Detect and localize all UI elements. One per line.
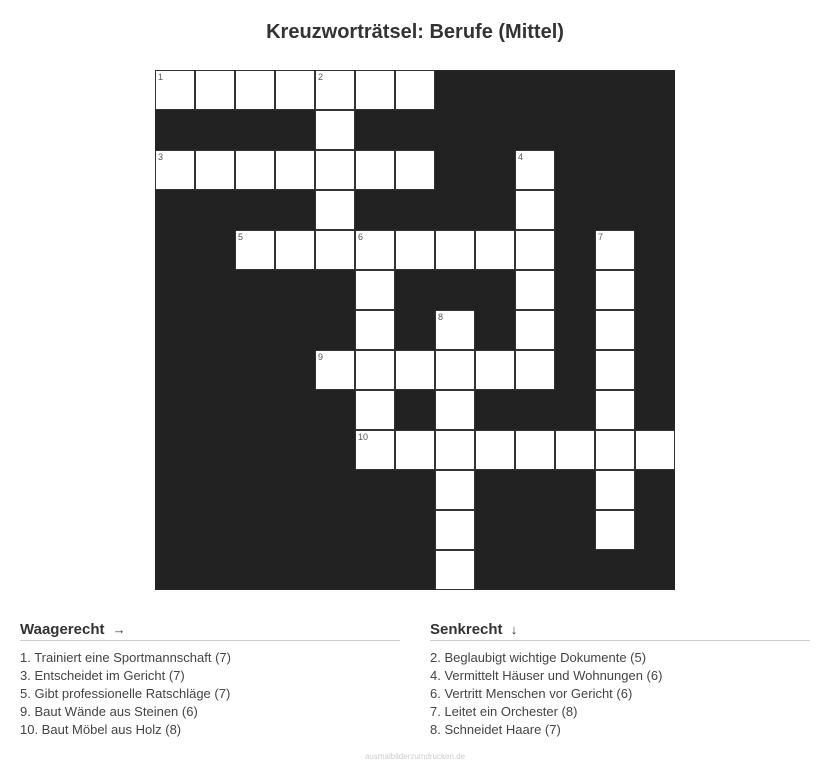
clue-down-4: 4. Vermittelt Häuser und Wohnungen (6) [430,668,663,683]
cell-number: 6 [358,232,364,242]
grid-cell[interactable] [315,110,355,150]
across-heading-label: Waagerecht [20,621,105,638]
right-arrow-icon: → [112,622,126,637]
grid-cell[interactable] [595,230,635,270]
grid-cell[interactable] [555,430,595,470]
grid-cell[interactable] [315,150,355,190]
grid-cell[interactable] [435,510,475,550]
grid-cell[interactable] [475,230,515,270]
cell-number: 10 [358,432,369,442]
grid-cell[interactable] [435,470,475,510]
clue-across-5: 5. Gibt professionelle Ratschläge (7) [20,686,231,701]
grid-cell[interactable] [515,190,555,230]
grid-cell[interactable] [275,230,315,270]
cell-number: 8 [438,312,444,322]
grid-cell[interactable] [515,270,555,310]
grid-cell[interactable] [515,350,555,390]
grid-cell[interactable] [235,70,275,110]
clue-down-8: 8. Schneidet Haare (7) [430,722,561,737]
grid-cell[interactable] [475,430,515,470]
grid-cell[interactable] [395,150,435,190]
down-clues-section [430,621,810,739]
grid-cell[interactable] [155,150,195,190]
grid-cell[interactable] [275,150,315,190]
grid-cell[interactable] [315,70,355,110]
grid-cell[interactable] [515,430,555,470]
grid-cell[interactable] [355,270,395,310]
grid-cell[interactable] [315,230,355,270]
grid-cell[interactable] [315,350,355,390]
clue-across-3: 3. Entscheidet im Gericht (7) [20,668,185,683]
grid-cell[interactable] [515,150,555,190]
grid-cell[interactable] [355,150,395,190]
grid-cell[interactable] [595,470,635,510]
grid-cell[interactable] [355,70,395,110]
grid-cell[interactable] [195,150,235,190]
grid-cell[interactable] [435,230,475,270]
clue-down-2: 2. Beglaubigt wichtige Dokumente (5) [430,650,647,665]
grid-cell[interactable] [235,230,275,270]
down-arrow-icon: ↓ [510,622,518,637]
footer-credit: ausmalbilderzumdrucken.de [364,752,466,761]
grid-cell[interactable] [595,350,635,390]
grid-cell[interactable] [435,390,475,430]
puzzle-title: Kreuzworträtsel: Berufe (Mittel) [266,21,564,43]
grid-cell[interactable] [355,230,395,270]
grid-cell[interactable] [435,350,475,390]
clue-across-9: 9. Baut Wände aus Steinen (6) [20,704,198,719]
clue-across-10: 10. Baut Möbel aus Holz (8) [20,722,182,737]
clue-across-1: 1. Trainiert eine Sportmannschaft (7) [20,650,231,665]
crossword-grid [155,70,675,590]
grid-cell[interactable] [435,430,475,470]
grid-cell[interactable] [155,70,195,110]
grid-cell[interactable] [355,310,395,350]
grid-cell[interactable] [355,350,395,390]
grid-cell[interactable] [355,430,395,470]
down-heading-label: Senkrecht [430,621,503,638]
grid-cell[interactable] [395,230,435,270]
grid-cell[interactable] [635,430,675,470]
grid-cell[interactable] [595,390,635,430]
grid-cell[interactable] [195,70,235,110]
cell-number: 2 [318,72,324,82]
grid-cell[interactable] [435,550,475,590]
grid-cell[interactable] [275,70,315,110]
grid-cell[interactable] [595,510,635,550]
down-clue-list [430,649,810,739]
grid-cell[interactable] [395,70,435,110]
cell-number: 1 [158,72,164,82]
clue-down-7: 7. Leitet ein Orchester (8) [430,704,578,719]
cell-number: 3 [158,152,164,162]
grid-cell[interactable] [515,230,555,270]
grid-cell[interactable] [395,430,435,470]
cell-number: 7 [598,232,604,242]
grid-cell[interactable] [315,190,355,230]
grid-cell[interactable] [595,270,635,310]
cell-number: 5 [238,232,244,242]
down-heading [430,621,810,641]
cell-number: 9 [318,352,324,362]
across-clue-list [20,649,400,739]
grid-cell[interactable] [595,430,635,470]
grid-cell[interactable] [395,350,435,390]
grid-cell[interactable] [355,390,395,430]
cell-number: 4 [518,152,524,162]
clue-down-6: 6. Vertritt Menschen vor Gericht (6) [430,686,633,701]
across-heading [20,621,400,641]
grid-cell[interactable] [595,310,635,350]
grid-cell[interactable] [515,310,555,350]
grid-cell[interactable] [475,350,515,390]
grid-cell[interactable] [235,150,275,190]
grid-cell[interactable] [435,310,475,350]
across-clues-section [20,621,400,739]
